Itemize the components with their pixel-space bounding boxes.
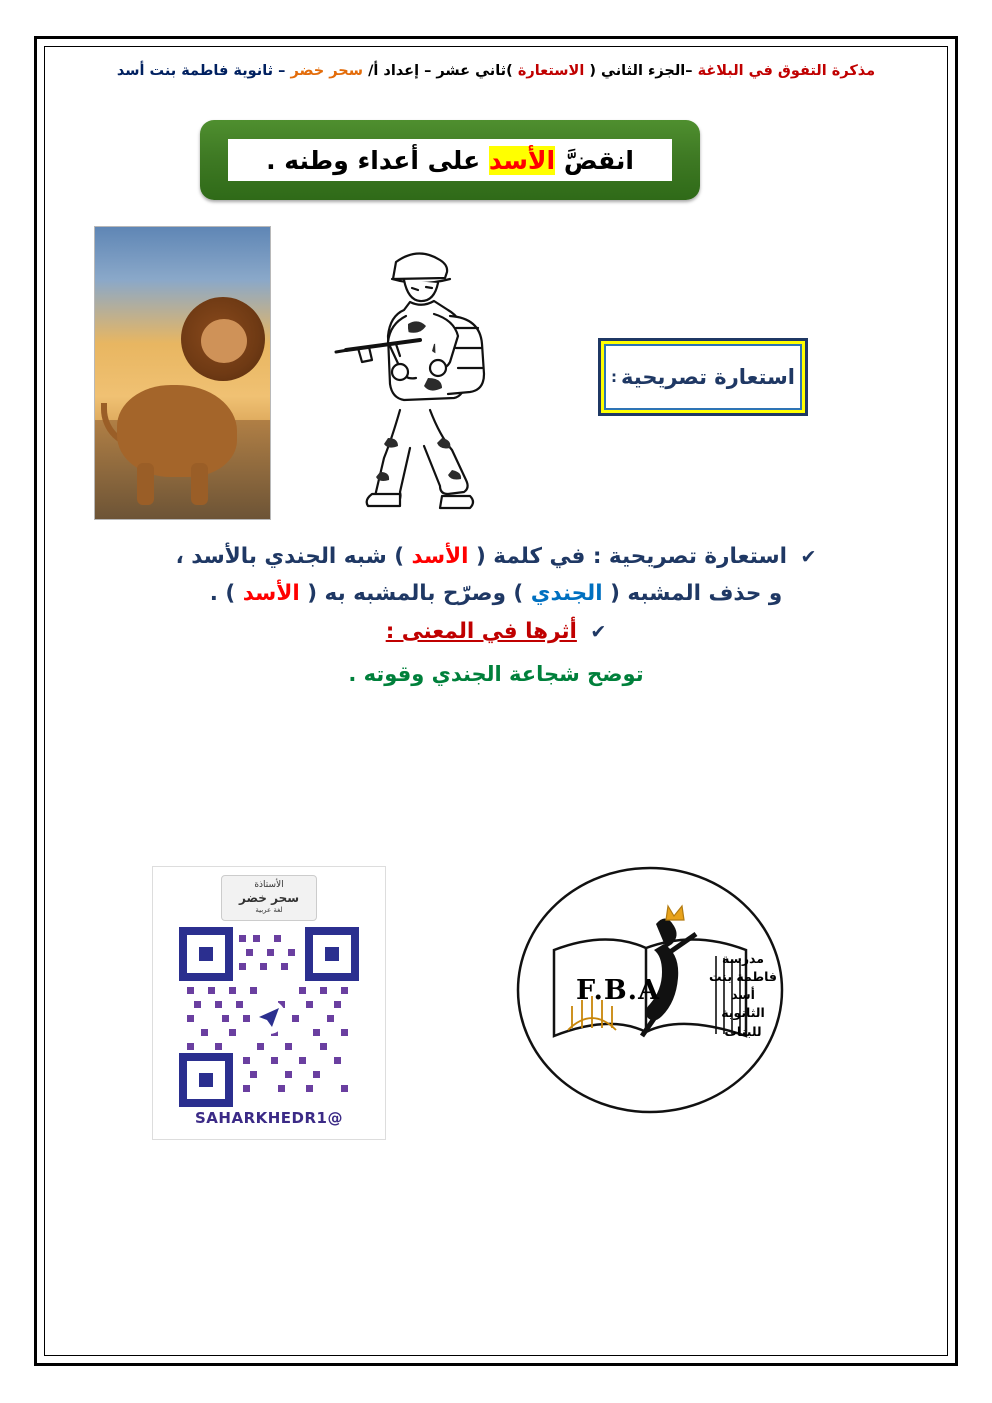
qr-teacher-line2: سحر خضر	[238, 891, 300, 906]
school-name-line-4: الثانوية	[721, 1005, 765, 1021]
title-before: انقضَّ	[563, 145, 634, 175]
explanation-line-1-b: الأسد	[411, 544, 469, 569]
qr-code-card[interactable]	[152, 866, 386, 1140]
metaphor-type-label: استعارة تصريحية	[621, 365, 795, 389]
lion-leg-front	[137, 463, 154, 505]
page-header	[60, 62, 932, 81]
explanation-effect-label-line	[72, 615, 920, 648]
title-after: على أعداء وطنه .	[266, 145, 481, 175]
qr-handle: @SAHARKHEDR1	[195, 1109, 343, 1127]
metaphor-type-box-inner	[604, 344, 802, 410]
explanation-line-2-d: الأسد	[242, 581, 300, 607]
header-part-5: سحر خضر	[290, 63, 363, 79]
school-name-line-2: فاطمة بنت	[709, 969, 777, 985]
qr-teacher-line3: لغة عربية	[255, 906, 283, 915]
explanation-block	[72, 540, 920, 711]
metaphor-type-colon: :	[611, 368, 618, 386]
header-part-6: – ثانوية فاطمة بنت أسد	[116, 63, 286, 79]
school-name-line-3: أسد	[731, 987, 755, 1003]
explanation-effect-label: أثرها في المعنى :	[385, 618, 577, 644]
explanation-line-2-c: ) وصرّح بالمشبه به (	[307, 581, 524, 607]
explanation-line-2-b: الجندي	[530, 581, 603, 607]
lion-leg-back	[191, 463, 208, 505]
school-name-arabic	[700, 950, 786, 1041]
lion-face	[201, 319, 247, 363]
lion-photo	[94, 226, 271, 520]
header-part-1: مذكرة التفوق في البلاغة	[697, 63, 876, 79]
qr-teacher-label	[221, 875, 317, 921]
explanation-line-1-a: استعارة تصريحية : في كلمة (	[475, 544, 787, 569]
school-name-line-5: للبنات	[724, 1023, 762, 1039]
explanation-line-2-a: و حذف المشبه (	[610, 581, 783, 607]
explanation-line-1-c: ) شبه الجندي بالأسد ،	[175, 544, 405, 569]
check-icon-1: ✔	[800, 546, 817, 568]
explanation-line-2	[72, 577, 920, 610]
title-text-box	[228, 139, 672, 181]
qr-teacher-line1: الأستاذة	[254, 880, 284, 890]
header-part-2: –الجزء الثاني (	[589, 63, 693, 79]
explanation-line-2-e: ) .	[209, 581, 236, 607]
school-name-line-1: مدرسة	[721, 951, 765, 966]
check-icon-2: ✔	[590, 620, 607, 643]
metaphor-type-box	[598, 338, 808, 416]
soldier-illustration	[300, 232, 530, 522]
header-part-4: )ثاني عشر – إعداد أ/	[368, 63, 513, 79]
explanation-effect-text: توضح شجاعة الجندي وقوته .	[348, 661, 644, 686]
qr-code-icon[interactable]	[179, 927, 359, 1107]
title-highlight: الأسد	[488, 145, 556, 175]
explanation-line-1	[72, 540, 920, 573]
header-part-3: الاستعارة	[517, 63, 585, 79]
school-initials: F.B.A	[576, 975, 661, 1006]
lion-body	[117, 385, 237, 477]
